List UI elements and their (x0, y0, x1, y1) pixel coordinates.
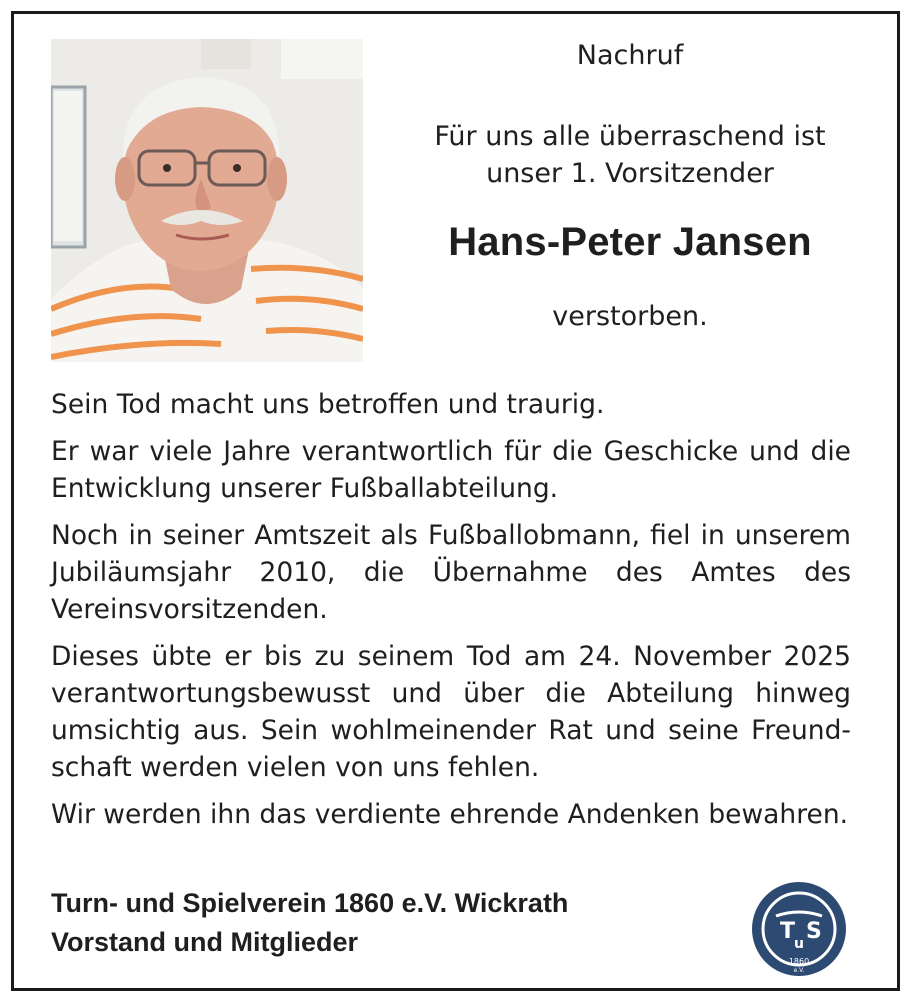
portrait-photo (51, 39, 363, 362)
logo-letter-u: u (794, 936, 804, 952)
club-logo (750, 880, 848, 978)
deceased-name: Hans-Peter Jansen (448, 220, 812, 264)
paragraph: Wir werden ihn das verdiente ehrende Andenken bewahren. (51, 799, 849, 830)
intro-text (410, 118, 850, 192)
paragraph: Er war viele Jahre verantwortlich für die Geschicke und die Entwicklung unserer Fußballabteilung. (51, 436, 851, 504)
paragraph: Sein Tod macht uns betroffen und traurig. (51, 389, 605, 420)
header-column (410, 38, 850, 332)
logo-letter-s: S (806, 919, 822, 944)
obituary-body (51, 386, 851, 843)
portrait-illustration (51, 39, 363, 362)
logo-year: 1860 (788, 957, 810, 966)
logo-letter-t: T (780, 919, 796, 944)
signature-block (51, 884, 568, 962)
intro-line: Für uns alle überraschend ist (434, 121, 826, 152)
logo-suffix: e.V. (793, 967, 805, 974)
club-name: Turn- und Spielverein 1860 e.V. Wickrath (51, 888, 569, 918)
status-text: verstorben. (552, 301, 708, 332)
page-title: Nachruf (576, 40, 684, 71)
intro-line: unser 1. Vorsitzender (486, 158, 774, 189)
club-logo-icon (750, 880, 848, 978)
paragraph: Noch in seiner Amtszeit als Fußballobmann, fiel in unserem Jubiläumsjahr 2010, die Übernahme des Amtes des Vereinsvorsitzenden. (51, 520, 851, 625)
signature-subtitle: Vorstand und Mitglieder (51, 927, 359, 957)
paragraph: Dieses übte er bis zu seinem Tod am 24. November 2025 verantwortungsbewusst und über die Abteilung hinweg umsichtig aus. Sein wohlmeinender Rat und seine Freund-schaft werden vielen von uns fehlen. (51, 641, 851, 783)
